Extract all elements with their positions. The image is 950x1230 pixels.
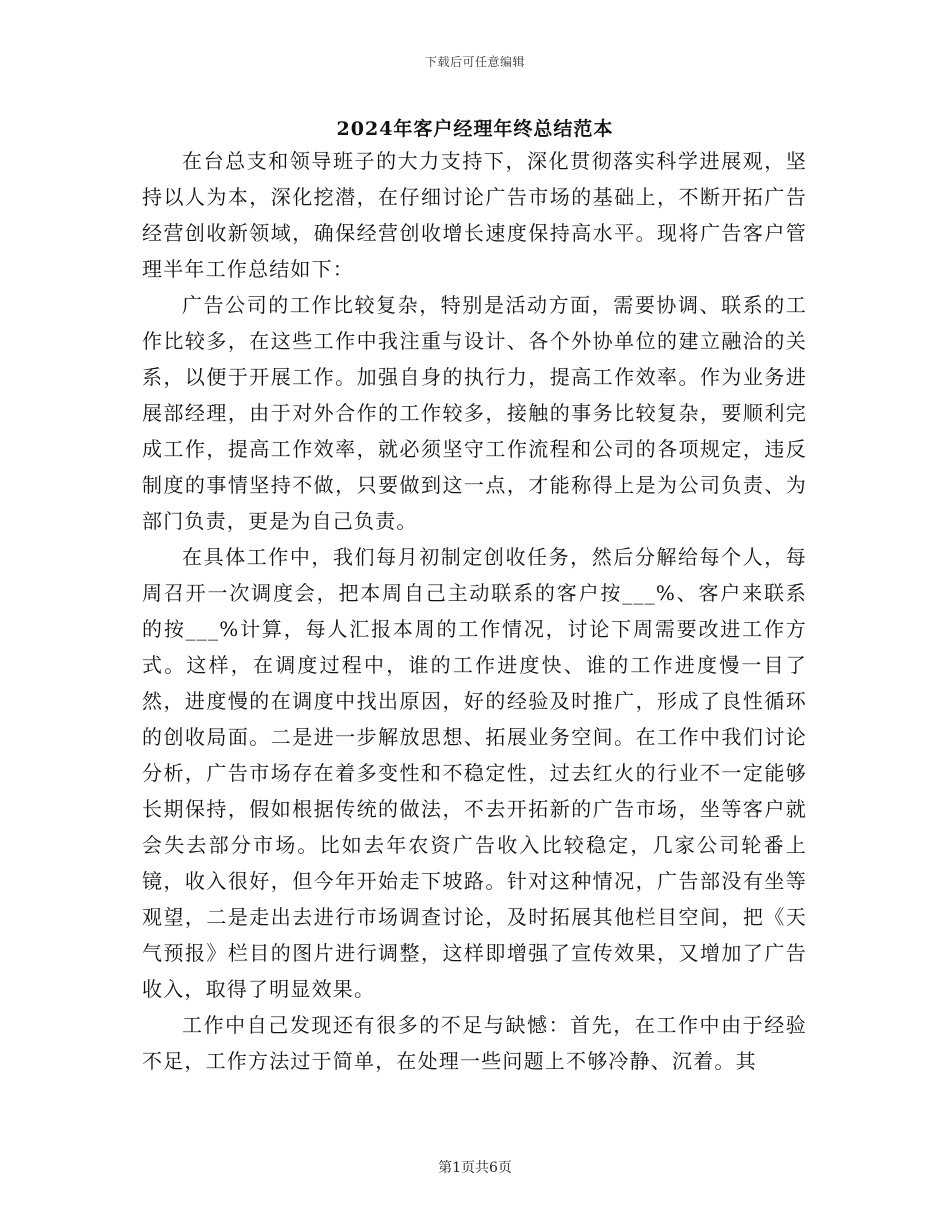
page-number-footer: 第1页共6页 xyxy=(438,1160,512,1176)
document-title: 2024年客户经理年终总结范本 xyxy=(336,118,614,140)
document-body xyxy=(142,143,807,1079)
paragraph: 工作中自己发现还有很多的不足与缺憾：首先，在工作中由于经验不足，工作方法过于简单，在处理一些问题上不够冷静、沉着。其 xyxy=(142,1013,807,1073)
page-header-note: 下载后可任意编辑 xyxy=(424,55,525,69)
paragraph: 在具体工作中，我们每月初制定创收任务，然后分解给每个人，每周召开一次调度会，把本周自己主动联系的客户按___%、客户来联系的按___%计算，每人汇报本周的工作情况，讨论下周需要改进工作方式。这样，在调度过程中，谁的工作进度快、谁的工作进度慢一目了然，进度慢的在调度中找出原因，好的经验及时推广，形成了良性循环的创收局面。二是进一步解放思想、拓展业务空间。在工作中我们讨论分析，广告市场存在着多变性和不稳定性，过去红火的行业不一定能够长期保持，假如根据传统的做法，不去开拓新的广告市场，坐等客户就会失去部分市场。比如去年农资广告收入比较稳定，几家公司轮番上镜，收入很好，但今年开始走下坡路。针对这种情况，广告部没有坐等观望，二是走出去进行市场调查讨论，及时拓展其他栏目空间，把《天气预报》栏目的图片进行调整，这样即增强了宣传效果，又增加了广告收入，取得了明显效果。 xyxy=(142,545,807,1001)
paragraph: 在台总支和领导班子的大力支持下，深化贯彻落实科学进展观，坚持以人为本，深化挖潜，在仔细讨论广告市场的基础上，不断开拓广告经营创收新领域，确保经营创收增长速度保持高水平。现将广告客户管理半年工作总结如下： xyxy=(142,149,807,281)
paragraph: 广告公司的工作比较复杂，特别是活动方面，需要协调、联系的工作比较多，在这些工作中我注重与设计、各个外协单位的建立融洽的关系，以便于开展工作。加强自身的执行力，提高工作效率。作为业务进展部经理，由于对外合作的工作较多，接触的事务比较复杂，要顺利完成工作，提高工作效率，就必须坚守工作流程和公司的各项规定，违反制度的事情坚持不做，只要做到这一点，才能称得上是为公司负责、为部门负责，更是为自己负责。 xyxy=(142,293,807,533)
